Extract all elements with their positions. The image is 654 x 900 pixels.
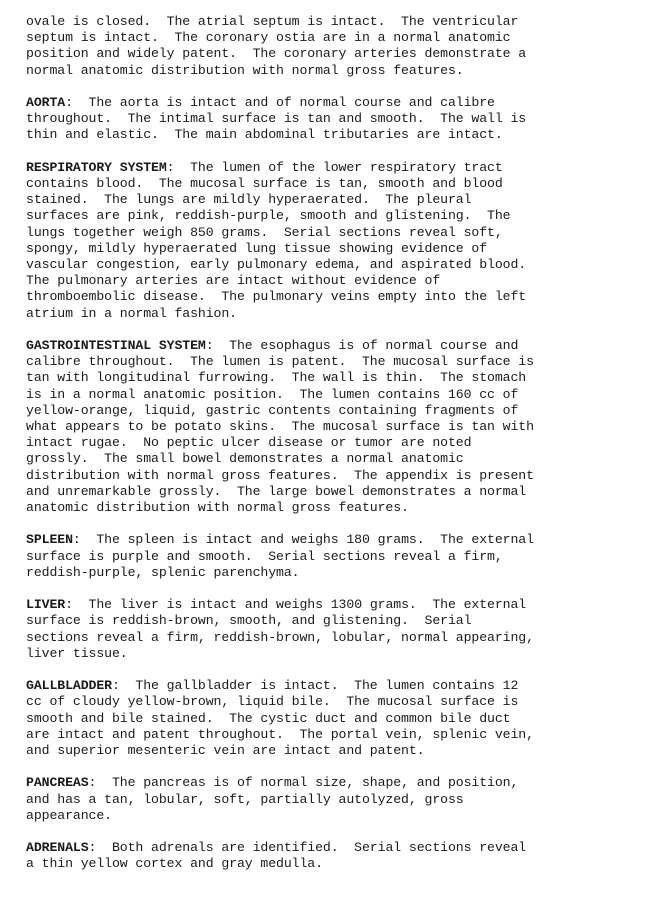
section-spleen [26, 532, 646, 581]
text-line: thromboembolic disease. The pulmonary veins empty into the left [26, 289, 527, 305]
text-line: : Both adrenals are identified. Serial sections reveal [88, 840, 527, 856]
text-line: tan with longitudinal furrowing. The wall is thin. The stomach [26, 370, 527, 386]
text-line: surface is purple and smooth. Serial sections reveal a firm, [26, 548, 503, 564]
section-first-line [26, 597, 646, 613]
section-first-line [26, 338, 646, 354]
text-line: and superior mesenteric vein are intact and patent. [26, 743, 425, 759]
text-line: surface is reddish-brown, smooth, and glistening. Serial [26, 613, 472, 629]
text-line: and unremarkable grossly. The large bowel demonstrates a normal [26, 483, 527, 499]
text-line: is in a normal anatomic position. The lumen contains 160 cc of [26, 386, 519, 402]
section-first-line [26, 678, 646, 694]
section-heading: RESPIRATORY SYSTEM [26, 159, 167, 175]
text-line: : The pancreas is of normal size, shape, and position, [88, 775, 519, 791]
section-first-line [26, 532, 646, 548]
section-liver [26, 597, 646, 662]
text-line: : The lumen of the lower respiratory tract [166, 159, 503, 175]
text-line: grossly. The small bowel demonstrates a normal anatomic [26, 451, 464, 467]
section-first-line [26, 775, 646, 791]
text-line: and has a tan, lobular, soft, partially autolyzed, gross [26, 791, 464, 807]
text-line: anatomic distribution with normal gross features. [26, 500, 409, 516]
text-line: throughout. The intimal surface is tan and smooth. The wall is [26, 111, 527, 127]
section-heading: LIVER [26, 597, 66, 613]
text-line: position and widely patent. The coronary arteries demonstrate a [26, 46, 527, 62]
section-first-line [26, 95, 646, 111]
section-heading: GASTROINTESTINAL SYSTEM [26, 338, 206, 354]
section-respiratory-system [26, 160, 646, 322]
text-line: atrium in a normal fashion. [26, 305, 237, 321]
text-line: normal anatomic distribution with normal gross features. [26, 62, 464, 78]
text-line: calibre throughout. The lumen is patent. The mucosal surface is [26, 354, 534, 370]
section-heart-continuation [26, 14, 646, 79]
text-line: surfaces are pink, reddish-purple, smooth and glistening. The [26, 208, 511, 224]
section-first-line [26, 840, 646, 856]
text-line: appearance. [26, 807, 112, 823]
text-line: distribution with normal gross features. The appendix is present [26, 467, 534, 483]
section-heading: GALLBLADDER [26, 678, 112, 694]
section-gastrointestinal-system [26, 338, 646, 516]
text-line: vascular congestion, early pulmonary edema, and aspirated blood. [26, 257, 527, 273]
text-line: liver tissue. [26, 645, 128, 661]
text-line: contains blood. The mucosal surface is tan, smooth and blood [26, 176, 503, 191]
text-line: reddish-purple, splenic parenchyma. [26, 564, 300, 580]
text-line: stained. The lungs are mildly hyperaerated. The pleural [26, 192, 472, 208]
text-line: septum is intact. The coronary ostia are in a normal anatomic [26, 30, 511, 46]
section-heading: AORTA [26, 95, 66, 110]
text-line: The pulmonary arteries are intact without evidence of [26, 273, 441, 289]
section-heading: ADRENALS [26, 840, 89, 856]
text-line: : The esophagus is of normal course and [205, 338, 519, 354]
text-line: : The gallbladder is intact. The lumen contains 12 [111, 678, 519, 694]
text-line: intact rugae. No peptic ulcer disease or tumor are noted [26, 435, 472, 451]
text-line: : The aorta is intact and of normal course and calibre [65, 95, 495, 110]
section-aorta [26, 95, 646, 144]
text-line: are intact and patent throughout. The portal vein, splenic vein, [26, 726, 534, 742]
text-line: ovale is closed. The atrial septum is intact. The ventricular [26, 14, 519, 29]
section-first-line [26, 160, 646, 176]
text-line: lungs together weigh 850 grams. Serial sections reveal soft, [26, 224, 503, 240]
section-gallbladder [26, 678, 646, 759]
autopsy-report-page [26, 14, 646, 889]
text-line: spongy, mildly hyperaerated lung tissue showing evidence of [26, 240, 488, 256]
section-heading: PANCREAS [26, 775, 89, 791]
text-line: : The spleen is intact and weighs 180 grams. The external [72, 532, 534, 548]
text-line: thin and elastic. The main abdominal tributaries are intact. [26, 127, 503, 143]
text-line: a thin yellow cortex and gray medulla. [26, 856, 323, 872]
text-line: what appears to be potato skins. The mucosal surface is tan with [26, 419, 534, 435]
text-line: sections reveal a firm, reddish-brown, lobular, normal appearing, [26, 629, 534, 645]
section-heading: SPLEEN [26, 532, 73, 548]
text-line: cc of cloudy yellow-brown, liquid bile. The mucosal surface is [26, 694, 519, 710]
section-pancreas [26, 775, 646, 824]
text-line: yellow-orange, liquid, gastric contents containing fragments of [26, 402, 519, 418]
text-line: : The liver is intact and weighs 1300 grams. The external [65, 597, 527, 613]
text-line: smooth and bile stained. The cystic duct and common bile duct [26, 710, 511, 726]
section-adrenals [26, 840, 646, 872]
